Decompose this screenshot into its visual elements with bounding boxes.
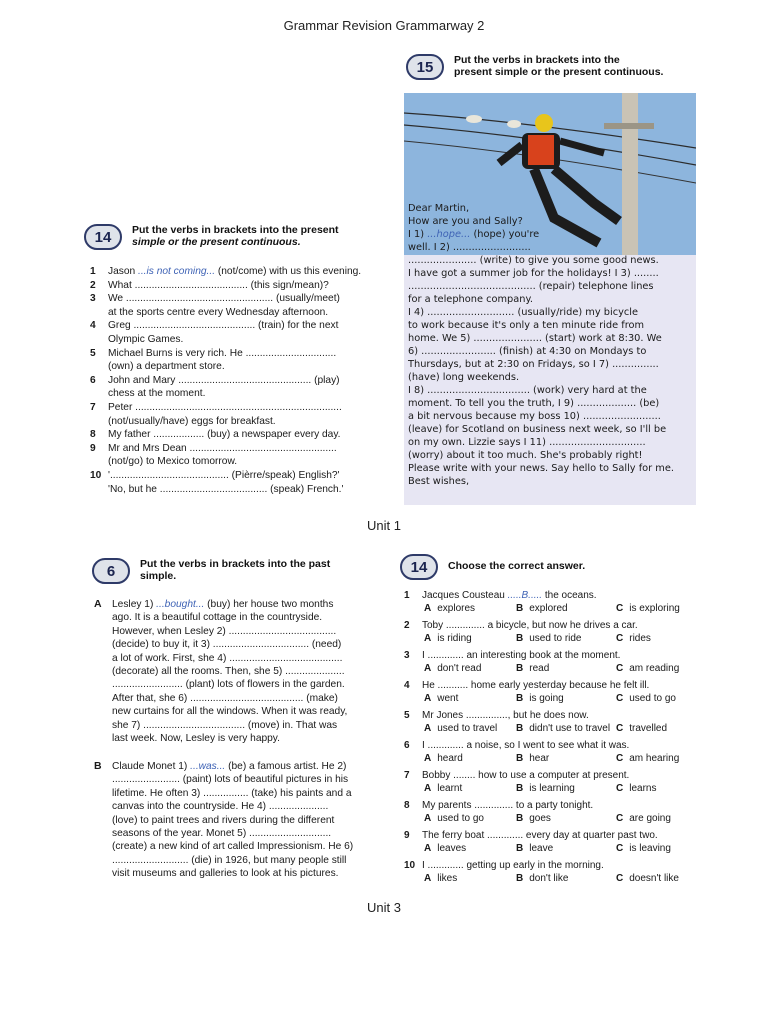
option-text: don't read [437, 663, 482, 674]
paragraph-line: ......................... (plant) lots of flowers in the garden. [112, 679, 345, 691]
option-letter: B [516, 873, 524, 884]
option-text: hear [529, 753, 550, 764]
question-number: 8 [404, 800, 410, 811]
item-text: Olympic Games. [108, 334, 184, 345]
option-letter: B [516, 603, 524, 614]
letter-line: on my own. Lizzie says I 11) ............................... [408, 437, 646, 448]
answer-example: ...hope... [427, 229, 471, 240]
option-text: am hearing [629, 753, 680, 764]
paragraph-line: visit museums and galleries to look at his pictures. [112, 868, 339, 880]
item-text: Mr and Mrs Dean .................................................... [108, 442, 337, 454]
option-b [516, 813, 551, 825]
option-b [516, 603, 568, 615]
option-text: is going [529, 693, 564, 704]
item-number: 8 [90, 429, 96, 441]
paragraph-line: (love) to paint trees and rivers during the different [112, 814, 335, 826]
exercise-number-badge: 15 [406, 54, 444, 80]
option-c [616, 873, 679, 885]
paragraph-line: After that, she 6) ........................................ (make) [112, 692, 338, 704]
option-text: read [529, 663, 550, 674]
letter-line: moment. To tell you the truth, I 9) ................... (be) [408, 398, 660, 409]
letter-line: Dear Martin, [408, 203, 470, 214]
letter-line: I 8) ................................. (work) very hard at the [408, 385, 647, 396]
question-number: 4 [404, 680, 410, 691]
option-letter: A [424, 843, 432, 854]
question-text: He ........... home early yesterday because he felt ill. [422, 680, 650, 691]
letter-line: (worry) about it too much. She's probably right! [408, 450, 643, 461]
option-c [616, 843, 671, 855]
item-text: Michael Burns is very rich. He ................................ [108, 347, 337, 359]
paragraph-line: a lot of work. First, she 4) ........................................ [112, 652, 343, 664]
option-text: used to go [629, 693, 676, 704]
question-text: Bobby ........ how to use a computer at present. [422, 770, 630, 781]
option-b [516, 873, 568, 885]
option-text: leaves [437, 843, 467, 854]
question-text: The ferry boat ............. every day at quarter past two. [422, 830, 658, 841]
option-letter: C [616, 753, 624, 764]
option-c [616, 663, 679, 675]
option-text: goes [529, 813, 551, 824]
option-a [424, 813, 484, 825]
exercise-14-header [84, 224, 339, 250]
question-number: 3 [404, 650, 410, 661]
option-letter: A [424, 663, 432, 674]
page-title: Grammar Revision Grammarway 2 [283, 18, 485, 33]
paragraph-line: seasons of the year. Monet 5) ............................. [112, 828, 332, 839]
option-letter: B [516, 783, 524, 794]
option-b [516, 783, 575, 795]
item-number: 5 [90, 347, 96, 359]
item-text: (own) a department store. [108, 361, 225, 373]
option-letter: B [516, 663, 524, 674]
option-c [616, 783, 656, 795]
option-letter: B [516, 633, 524, 644]
option-c [616, 753, 679, 765]
paragraph-line: Claude Monet 1) ...was... (be) a famous artist. He 2) [112, 761, 347, 772]
option-letter: C [616, 843, 624, 854]
item-number: 7 [90, 402, 96, 413]
letter-line: a bit nervous because my boss 10) ......................... [408, 411, 661, 422]
item-number: 6 [90, 374, 96, 386]
exercise-number-badge: 14 [84, 224, 122, 250]
answer-example: ...is not coming... [138, 266, 216, 277]
letter-line: (have) long weekends. [408, 372, 520, 383]
option-a [424, 663, 481, 675]
item-text: John and Mary ............................................... (play) [108, 374, 340, 386]
question-text: I ............. getting up early in the morning. [422, 860, 604, 871]
option-letter: A [424, 723, 432, 734]
option-text: don't like [529, 873, 569, 884]
option-b [516, 723, 610, 735]
exercise-instruction: Choose the correct answer. [448, 560, 586, 572]
option-letter: C [616, 873, 624, 884]
option-b [516, 753, 549, 765]
paragraph-line: Lesley 1) ...bought... (buy) her house two months [112, 599, 334, 610]
option-text: used to ride [529, 633, 582, 644]
paragraph-line: However, when Lesley 2) ...................................... [112, 625, 337, 637]
option-letter: B [516, 723, 524, 734]
letter-line: I 4) ............................ (usually/ride) my bicycle [408, 307, 639, 318]
option-text: travelled [629, 723, 668, 734]
item-number: 1 [90, 266, 96, 277]
paragraph-line: lifetime. He often 3) ................ (take) his paints and a [112, 787, 352, 799]
option-text: didn't use to travel [529, 723, 611, 734]
option-letter: A [424, 603, 432, 614]
option-c [616, 693, 676, 705]
option-a [424, 693, 458, 705]
answer-example: ...bought... [156, 599, 205, 610]
item-number: 3 [90, 293, 96, 305]
item-number: 9 [90, 442, 96, 454]
option-text: doesn't like [629, 873, 679, 884]
option-letter: C [616, 783, 624, 794]
option-text: learns [629, 783, 657, 794]
letter-line: Thursdays, but at 2:30 on Fridays, so I 7) ............... [408, 359, 659, 370]
paragraph-line: canvas into the countryside. He 4) ..................... [112, 801, 329, 813]
section-label: B [94, 760, 102, 772]
exercise-instruction: Put the verbs in brackets into the past simple. [140, 558, 331, 582]
option-letter: A [424, 753, 432, 764]
item-text-part: Jason [108, 266, 139, 277]
option-b [516, 663, 549, 675]
exercise-6-header [92, 558, 330, 584]
option-letter: A [424, 633, 432, 644]
option-letter: C [616, 603, 624, 614]
option-a [424, 603, 475, 615]
question-number: 5 [404, 710, 410, 721]
option-letter: C [616, 723, 624, 734]
letter-line: I 1) ...hope... (hope) you're [408, 229, 540, 240]
letter-line: home. We 5) ...................... (start) work at 8:30. We [408, 333, 662, 344]
unit-1-label: Unit 1 [367, 518, 401, 533]
letter-line: well. I 2) ......................... [408, 242, 531, 253]
item-text: (not/go) to Mexico tomorrow. [108, 456, 238, 468]
question-number: 10 [404, 860, 416, 871]
option-letter: B [516, 753, 524, 764]
item-text: We .................................................... (usually/meet) [108, 293, 340, 305]
item-text: What ........................................ (this sign/mean)? [108, 279, 329, 291]
question-number: 7 [404, 770, 410, 781]
unit-3-label: Unit 3 [367, 900, 401, 915]
paragraph-line: ago. It is a beautiful cottage in the countryside. [112, 612, 323, 624]
letter-line: How are you and Sally? [408, 216, 523, 227]
option-letter: A [424, 813, 432, 824]
question-text: I ............. an interesting book at the moment. [422, 650, 621, 661]
paragraph-line: (decide) to buy it, it 3) .................................. (need) [112, 639, 342, 651]
option-a [424, 873, 457, 885]
option-letter: B [516, 843, 524, 854]
letter-line: 6) ........................ (finish) at 4:30 on Mondays to [408, 346, 647, 357]
letter-line: I have got a summer job for the holidays! I 3) ........ [408, 268, 659, 279]
letter-line: Please write with your news. Say hello to Sally for me. [408, 463, 674, 474]
question-number: 6 [404, 740, 410, 751]
option-a [424, 633, 472, 645]
option-text: used to travel [437, 723, 498, 734]
item-text: at the sports centre every Wednesday afternoon. [108, 306, 329, 318]
option-text: explores [437, 603, 476, 614]
item-text: chess at the moment. [108, 388, 206, 400]
option-text: are going [629, 813, 671, 824]
item-number: 10 [90, 470, 102, 481]
letter-line: Best wishes, [408, 476, 470, 487]
paragraph-line: ........................... (die) in 1926, but many people still [112, 854, 347, 866]
exercise-number-badge: 14 [400, 554, 438, 580]
letter-line: ...................... (write) to give you some good news. [408, 255, 659, 266]
question-text: Mr Jones ..............., but he does now. [422, 710, 589, 721]
option-text: used to go [437, 813, 484, 824]
paragraph-line: she 7) .................................... (move) in. That was [112, 719, 338, 731]
option-text: learnt [437, 783, 463, 794]
option-b [516, 633, 582, 645]
option-b [516, 693, 564, 705]
option-text: rides [629, 633, 651, 644]
option-text: is leaving [629, 843, 671, 854]
question-text: Toby .............. a bicycle, but now he drives a car. [422, 620, 638, 631]
item-number: 4 [90, 320, 96, 332]
option-letter: A [424, 693, 432, 704]
exercise-instruction: Put the verbs in brackets into the present simple or the present continuous. [454, 54, 664, 78]
option-text: is exploring [629, 603, 680, 614]
item-text [108, 265, 361, 278]
option-a [424, 783, 462, 795]
letter-line: for a telephone company. [408, 294, 533, 305]
option-letter: C [616, 813, 624, 824]
option-letter: C [616, 663, 624, 674]
item-text: (not/usually/have) eggs for breakfast. [108, 415, 276, 427]
exercise-14b-header [400, 554, 585, 580]
item-text: Greg ........................................... (train) for the next [108, 320, 339, 332]
option-a [424, 723, 497, 735]
letter-line: to work because it's only a ten minute ride from [408, 320, 645, 331]
paragraph-line: new curtains for all the windows. When it was ready, [112, 706, 348, 718]
option-text: went [437, 693, 459, 704]
option-text: explored [529, 603, 568, 614]
item-text: 'No, but he ...................................... (speak) French.' [108, 483, 344, 495]
letter-line: ......................................... (repair) telephone lines [408, 281, 654, 292]
option-letter: C [616, 693, 624, 704]
option-letter: A [424, 783, 432, 794]
paragraph-line: ........................ (paint) lots of beautiful pictures in his [112, 774, 349, 786]
option-text: am reading [629, 663, 680, 674]
answer-example: .....B..... [507, 590, 543, 601]
exercise-instruction: Put the verbs in brackets into the present simple or the present continuous. [132, 224, 339, 248]
question-text: I ............. a noise, so I went to see what it was. [422, 740, 630, 751]
item-text: My father .................. (buy) a newspaper every day. [108, 429, 341, 441]
option-b [516, 843, 553, 855]
option-letter: A [424, 873, 432, 884]
option-text: leave [529, 843, 554, 854]
question-text: My parents .............. to a party tonight. [422, 800, 594, 811]
question-number: 2 [404, 620, 410, 631]
option-c [616, 723, 667, 735]
option-letter: B [516, 813, 524, 824]
paragraph-line: (decorate) all the rooms. Then, she 5) ..................... [112, 666, 345, 677]
item-text: '.......................................... (Pièrre/speak) English?' [108, 470, 340, 481]
option-text: is riding [437, 633, 472, 644]
option-c [616, 813, 671, 825]
paragraph-line: last week. Now, Lesley is very happy. [112, 733, 280, 744]
option-text: heard [437, 753, 463, 764]
option-c [616, 603, 680, 615]
option-a [424, 753, 463, 765]
option-letter: C [616, 633, 624, 644]
paragraph-line: (create) a new kind of art called Impressionism. He 6) [112, 841, 354, 853]
item-text-part: (not/come) with us this evening. [215, 266, 362, 277]
option-text: likes [437, 873, 458, 884]
item-text: Peter ......................................................................... [108, 402, 342, 413]
option-a [424, 843, 466, 855]
section-label: A [94, 598, 102, 610]
option-letter: B [516, 693, 524, 704]
letter-line: (leave) for Scotland on business next week, so I'll be [408, 424, 667, 435]
option-c [616, 633, 651, 645]
exercise-number-badge: 6 [92, 558, 130, 584]
exercise-15-header [406, 54, 663, 80]
question-text: Jacques Cousteau .....B..... the oceans. [422, 590, 597, 601]
answer-example: ...was... [190, 761, 226, 772]
item-number: 2 [90, 279, 96, 291]
question-number: 1 [404, 590, 410, 601]
question-number: 9 [404, 830, 410, 841]
option-text: is learning [529, 783, 575, 794]
